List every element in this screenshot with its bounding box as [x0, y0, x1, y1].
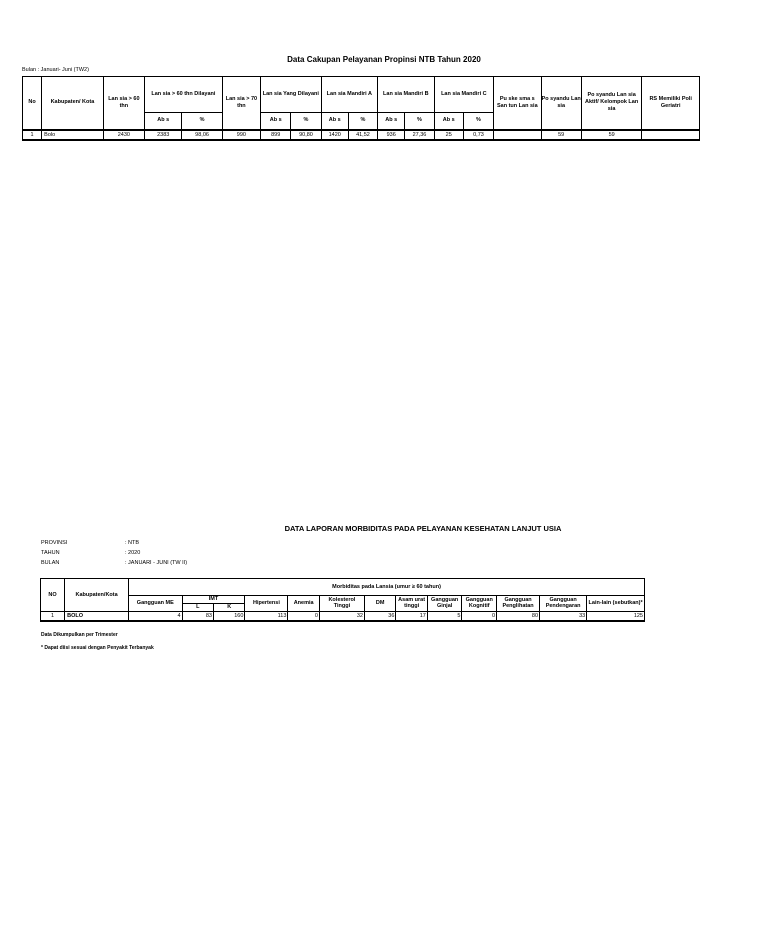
table2-title: DATA LAPORAN MORBIDITAS PADA PELAYANAN KESEHATAN LANJUT USIA — [284, 524, 562, 533]
cell-asam-urat: 17 — [396, 611, 427, 621]
header-hipertensi: Hipertensi — [245, 596, 288, 612]
header-lansia-yang-dilayani: Lan sia Yang Dilayani — [261, 77, 322, 113]
cell-imt-k: 160 — [213, 611, 244, 621]
header-kabupaten: Kabupaten/ Kota — [42, 77, 104, 130]
header-mandiri-c: Lan sia Mandiri C — [434, 77, 494, 113]
cell-lansia-60: 2430 — [103, 130, 144, 140]
meta-provinsi-value: : NTB — [125, 540, 140, 546]
cell-yang-dilayani-pct: 90,80 — [291, 130, 321, 140]
header-no: NO — [41, 579, 65, 612]
header-penglihatan: Gangguan Penglihatan — [497, 596, 540, 612]
cell-mandiri-c-abs: 25 — [434, 130, 463, 140]
cell-mandiri-b-abs: 936 — [378, 130, 405, 140]
header-gangguan-me: Gangguan ME — [129, 596, 182, 612]
table-row — [41, 611, 645, 621]
header-kognitif: Gangguan Kognitif — [462, 596, 497, 612]
header-imt: IMT — [182, 596, 245, 604]
cell-kabupaten: Bolo — [42, 130, 104, 140]
header-lain-lain: Lain-lain (sebutkan)* — [587, 596, 645, 612]
cell-kognitif: 0 — [462, 611, 497, 621]
cell-dm: 36 — [364, 611, 395, 621]
cell-pendengaran: 33 — [540, 611, 587, 621]
header-posyandu-aktif: Po syandu Lan sia Aktif/ Kelompok Lan sia — [581, 77, 642, 130]
header-imt-k: K — [213, 603, 244, 611]
table1-title: Data Cakupan Pelayanan Propinsi NTB Tahun 2020 — [287, 55, 481, 64]
table-row — [23, 130, 700, 140]
subheader-pct: % — [348, 113, 377, 130]
header-pendengaran: Gangguan Pendengaran — [540, 596, 587, 612]
header-asam-urat: Asam urat tinggi — [396, 596, 427, 612]
header-morbiditas: Morbiditas pada Lansia (umur ≥ 60 tahun) — [129, 579, 645, 596]
subheader-abs: Ab s — [434, 113, 463, 130]
cell-no: 1 — [41, 611, 65, 621]
meta-provinsi-label: PROVINSI — [41, 540, 68, 546]
header-posyandu: Po syandu Lan sia — [541, 77, 581, 130]
cell-hipertensi: 113 — [245, 611, 288, 621]
meta-bulan-value: : JANUARI - JUNI (TW II) — [125, 560, 188, 566]
cell-kolesterol: 32 — [319, 611, 364, 621]
subheader-abs: Ab s — [378, 113, 405, 130]
cell-kabupaten: BOLO — [65, 611, 129, 621]
header-lansia-60: Lan sia > 60 thn — [103, 77, 144, 130]
cell-dilayani-abs: 2383 — [145, 130, 182, 140]
subheader-pct: % — [405, 113, 434, 130]
cell-posyandu: 59 — [541, 130, 581, 140]
table1-period: Bulan : Januari- Juni (TW2) — [22, 67, 89, 73]
cell-rs-geriatri — [642, 130, 700, 140]
cell-ginjal: 5 — [427, 611, 462, 621]
header-kolesterol: Kolesterol Tinggi — [319, 596, 364, 612]
cell-dilayani-pct: 98,06 — [182, 130, 222, 140]
meta-tahun-value: : 2020 — [125, 550, 141, 556]
header-ginjal: Gangguan Ginjal — [427, 596, 462, 612]
header-no: No — [23, 77, 42, 130]
subheader-pct: % — [182, 113, 222, 130]
header-mandiri-a: Lan sia Mandiri A — [321, 77, 377, 113]
cell-mandiri-b-pct: 27,36 — [405, 130, 434, 140]
subheader-pct: % — [463, 113, 493, 130]
note-trimester: Data Dikumpulkan per Trimester — [41, 632, 118, 638]
header-puskesmas: Pu ske sma s San tun Lan sia — [494, 77, 541, 130]
morbidity-table — [40, 578, 645, 622]
cell-mandiri-a-abs: 1420 — [321, 130, 348, 140]
coverage-table — [22, 76, 700, 141]
cell-mandiri-a-pct: 41,52 — [348, 130, 377, 140]
cell-lain-lain: 125 — [587, 611, 645, 621]
cell-yang-dilayani-abs: 899 — [261, 130, 291, 140]
meta-tahun-label: TAHUN — [41, 550, 60, 556]
header-kabupaten: Kabupaten/Kota — [65, 579, 129, 612]
subheader-pct: % — [291, 113, 321, 130]
subheader-abs: Ab s — [145, 113, 182, 130]
cell-anemia: 0 — [288, 611, 319, 621]
subheader-abs: Ab s — [261, 113, 291, 130]
header-rs-geriatri: RS Memiliki Poli Geriatri — [642, 77, 700, 130]
header-lansia-70: Lan sia > 70 thn — [222, 77, 260, 130]
header-anemia: Anemia — [288, 596, 319, 612]
subheader-abs: Ab s — [321, 113, 348, 130]
header-dm: DM — [364, 596, 395, 612]
cell-no: 1 — [23, 130, 42, 140]
header-mandiri-b: Lan sia Mandiri B — [378, 77, 435, 113]
note-penyakit: * Dapat diisi sesuai dengan Penyakit Terbanyak — [41, 645, 154, 651]
header-imt-l: L — [182, 603, 213, 611]
cell-imt-l: 83 — [182, 611, 213, 621]
cell-penglihatan: 80 — [497, 611, 540, 621]
meta-bulan-label: BULAN — [41, 560, 60, 566]
header-lansia-60-dilayani: Lan sia > 60 thn Dilayani — [145, 77, 223, 113]
cell-lansia-70: 990 — [222, 130, 260, 140]
cell-puskesmas — [494, 130, 541, 140]
cell-posyandu-aktif: 59 — [581, 130, 642, 140]
cell-gangguan-me: 4 — [129, 611, 182, 621]
cell-mandiri-c-pct: 0,73 — [463, 130, 493, 140]
